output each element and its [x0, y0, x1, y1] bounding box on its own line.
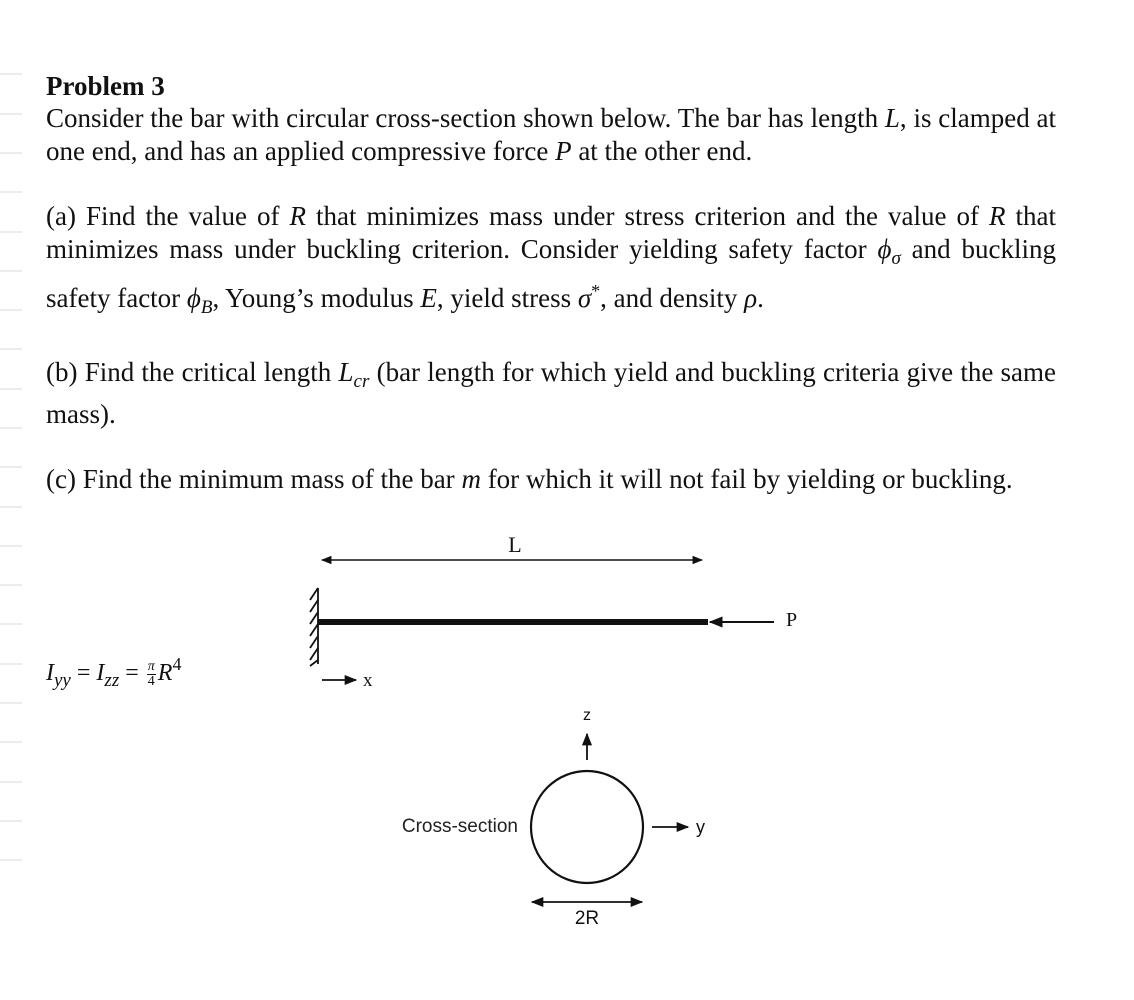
problem-title: Problem 3 — [46, 71, 165, 101]
cross-section-circle — [531, 771, 643, 883]
part-a: (a) Find the value of R that minimizes mass under stress criterion and the value of R that minimizes mass under buckling criterion. Consider yielding safety factor $\phi_\sigma$ and buckling safety factor $\phi_B$, Young’s modulus E, yield stress σ*, and density ρ. — [46, 201, 1056, 318]
length-label: L — [508, 532, 522, 557]
inertia-equation: $I_{yy} = I_{zz}$ = $\frac{\pi}{4}$ $R^4$ — [46, 654, 182, 691]
y-axis-label: y — [696, 817, 705, 837]
x-axis-label: x — [363, 670, 373, 691]
problem-text — [46, 70, 1056, 496]
z-axis-label: z — [583, 707, 591, 724]
beam-diagram — [0, 520, 1134, 980]
pi-over-four: $\frac{\pi}{4}$ — [147, 658, 155, 689]
clamp-support-icon — [310, 588, 318, 666]
part-c: (c) Find the minimum mass of the bar m for which it will not fail by yielding or buckling. — [46, 464, 1013, 494]
diameter-label: 2R — [574, 908, 600, 929]
force-label: P — [786, 609, 798, 631]
problem-intro: Consider the bar with circular cross-section shown below. The bar has length L, is clamped at one end, and has an applied compressive force P at the other end. — [46, 103, 1057, 166]
part-b: (b) Find the critical length $L_{cr}$ (bar length for which yield and buckling criteria give the same mass). — [46, 357, 1056, 429]
cross-section-label: Cross-section — [401, 816, 518, 837]
